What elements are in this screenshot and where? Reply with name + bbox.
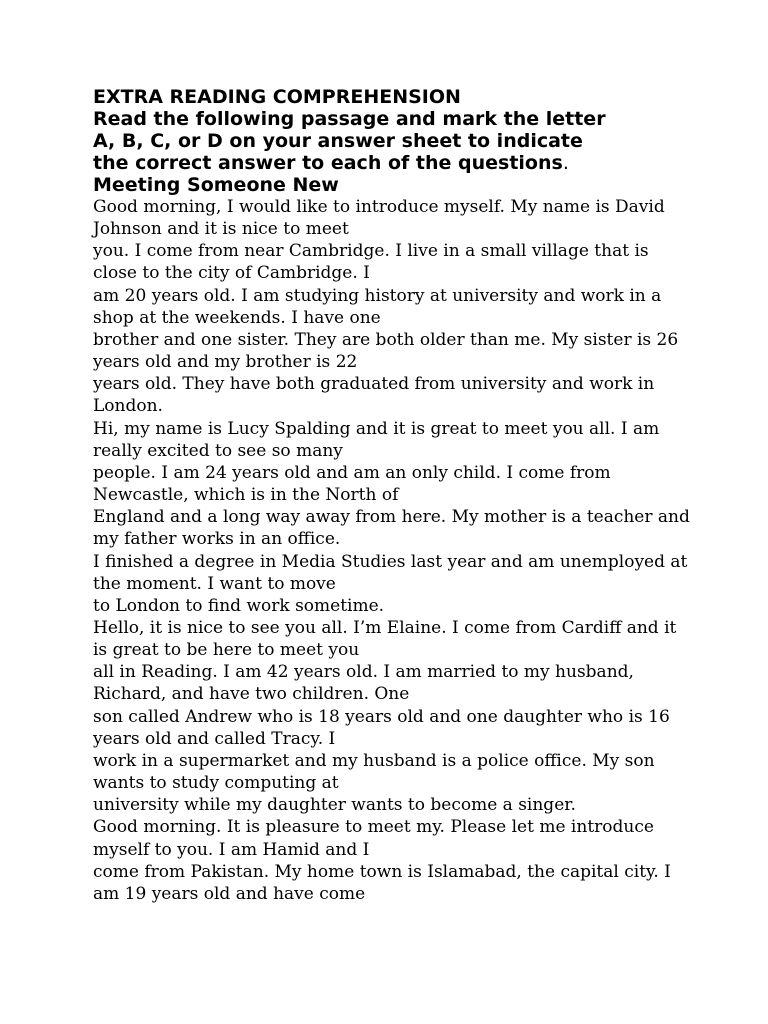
instruction-line-3-text: the correct answer to each of the questions — [93, 152, 563, 174]
passage-line: Richard, and have two children. One — [93, 684, 410, 705]
passage-line: you. I come from near Cambridge. I live in a small village that is — [93, 241, 649, 262]
passage-line: am 20 years old. I am studying history at university and work in a — [93, 285, 662, 306]
passage-line: brother and one sister. They are both older than me. My sister is 26 — [93, 329, 679, 350]
passage-line: to London to find work sometime. — [93, 595, 385, 616]
passage-line: shop at the weekends. I have one — [93, 307, 381, 328]
passage-title: Meeting Someone New — [93, 174, 339, 196]
passage-line: come from Pakistan. My home town is Islamabad, the capital city. I — [93, 861, 671, 882]
passage-line: Johnson and it is nice to meet — [93, 219, 349, 240]
passage-line: all in Reading. I am 42 years old. I am married to my husband, — [93, 662, 634, 683]
passage-line: son called Andrew who is 18 years old and one daughter who is 16 — [93, 706, 670, 727]
passage-line: myself to you. I am Hamid and I — [93, 839, 370, 860]
passage-line: London. — [93, 396, 163, 417]
passage-line: years old. They have both graduated from university and work in — [93, 374, 655, 395]
instruction-line-1: Read the following passage and mark the letter — [93, 108, 606, 130]
passage-line: wants to study computing at — [93, 773, 339, 794]
passage-line: university while my daughter wants to become a singer. — [93, 795, 576, 816]
passage-line: really excited to see so many — [93, 440, 343, 461]
passage-line: close to the city of Cambridge. I — [93, 263, 370, 284]
document-page — [93, 86, 690, 905]
passage-line: the moment. I want to move — [93, 573, 336, 594]
passage-line: England and a long way away from here. My mother is a teacher and — [93, 507, 690, 528]
passage-line: years old and called Tracy. I — [93, 728, 336, 749]
instruction-period: . — [562, 152, 569, 174]
passage-line: people. I am 24 years old and am an only child. I come from — [93, 462, 611, 483]
passage-line: I finished a degree in Media Studies last year and am unemployed at — [93, 551, 688, 572]
passage-line: years old and my brother is 22 — [93, 352, 358, 373]
passage-line: am 19 years old and have come — [93, 883, 366, 904]
passage-line: work in a supermarket and my husband is a police office. My son — [93, 750, 655, 771]
passage-body — [93, 196, 690, 905]
passage-line: Newcastle, which is in the North of — [93, 485, 399, 506]
passage-line: Good morning, I would like to introduce myself. My name is David — [93, 197, 665, 217]
instruction-line-2: A, B, C, or D on your answer sheet to indicate — [93, 130, 583, 152]
passage-line: Hi, my name is Lucy Spalding and it is great to meet you all. I am — [93, 418, 660, 439]
passage-line: Hello, it is nice to see you all. I’m Elaine. I come from Cardiff and it — [93, 617, 677, 638]
passage-line: my father works in an office. — [93, 529, 341, 550]
instruction-line-3 — [93, 152, 673, 174]
passage-line: is great to be here to meet you — [93, 640, 360, 661]
document-title: EXTRA READING COMPREHENSION — [93, 86, 461, 108]
passage-line: Good morning. It is pleasure to meet my. Please let me introduce — [93, 817, 654, 838]
